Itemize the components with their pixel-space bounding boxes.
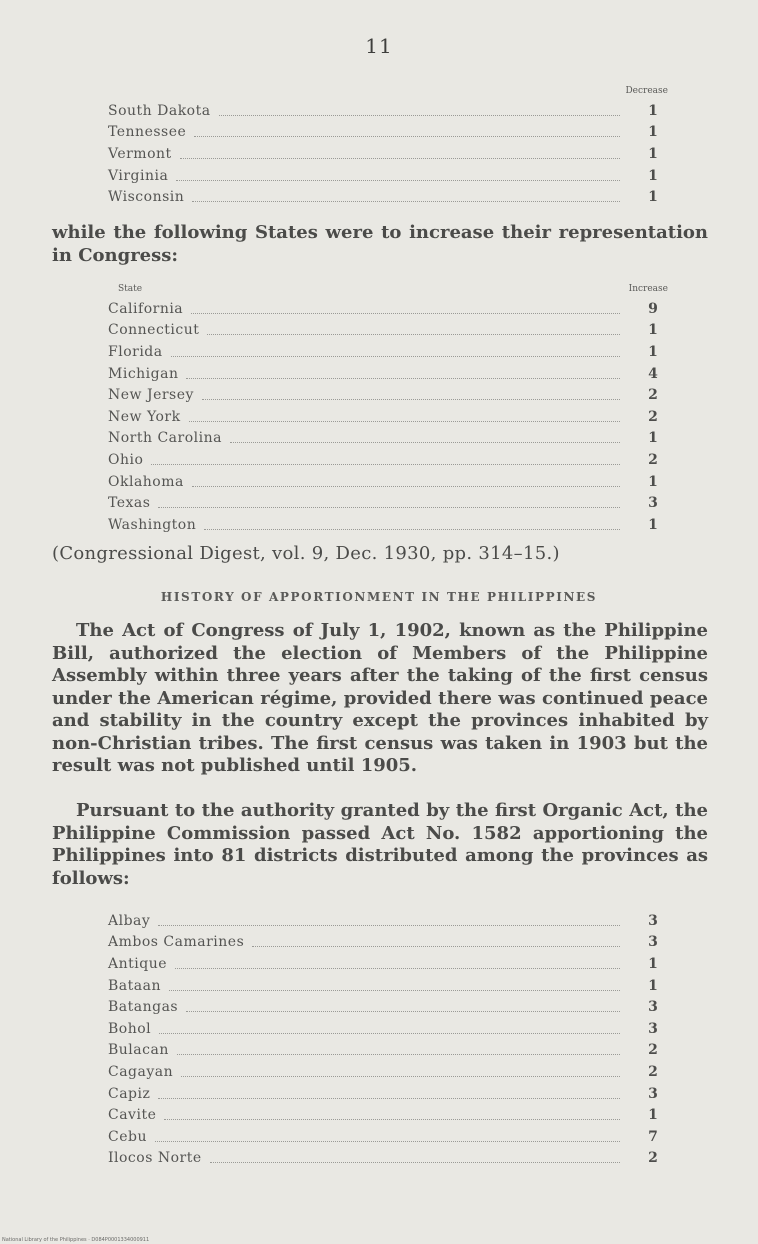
province-value: 3 [648, 1085, 658, 1102]
province-name: Cagayan [108, 1063, 174, 1080]
table-row [108, 165, 668, 187]
province-value: 7 [648, 1128, 658, 1145]
scan-footer: National Library of the Philippines · D084P0001334000911 [2, 1237, 150, 1243]
state-name: Washington [108, 516, 197, 533]
province-value: 2 [648, 1063, 658, 1080]
dot-leader [204, 528, 620, 530]
province-name: Batangas [108, 999, 179, 1016]
state-name: New Jersey [108, 387, 194, 404]
dot-leader [176, 179, 620, 181]
page-number: 11 [365, 34, 393, 58]
state-name: Wisconsin [108, 189, 185, 206]
paragraph-increase-intro: while the following States were to increase their representation in Congress: [52, 222, 708, 266]
dot-leader [191, 312, 620, 314]
dot-leader [181, 1075, 620, 1077]
dot-leader [219, 114, 620, 116]
province-value: 2 [648, 1150, 658, 1167]
state-name: Florida [108, 343, 163, 360]
dot-leader [194, 135, 620, 137]
table-row [108, 363, 668, 385]
province-name: Albay [108, 912, 151, 929]
dot-leader [158, 924, 620, 926]
province-name: Cebu [108, 1128, 147, 1145]
state-value: 4 [648, 365, 658, 382]
dot-leader [159, 1032, 620, 1034]
state-value: 1 [648, 473, 658, 490]
province-value: 3 [648, 934, 658, 951]
state-value: 2 [648, 408, 658, 425]
state-value: 2 [648, 451, 658, 468]
state-name: Michigan [108, 365, 179, 382]
table-row [108, 406, 668, 428]
increase-column-header: Increase [628, 284, 668, 294]
province-value: 3 [648, 912, 658, 929]
state-name: North Carolina [108, 430, 222, 447]
section-heading: HISTORY OF APPORTIONMENT IN THE PHILIPPINES [160, 590, 598, 604]
table-row [108, 1018, 668, 1040]
table-row [108, 341, 668, 363]
table-row [108, 1148, 668, 1170]
state-value: 2 [648, 387, 658, 404]
table-row [108, 910, 668, 932]
state-value: 9 [648, 300, 658, 317]
dot-leader [180, 157, 620, 159]
state-name: Connecticut [108, 322, 200, 339]
table-row [108, 975, 668, 997]
dot-leader [230, 441, 620, 443]
state-value: 1 [648, 124, 658, 141]
table-row [108, 1083, 668, 1105]
table-row [108, 1126, 668, 1148]
province-name: Bohol [108, 1020, 152, 1037]
province-value: 3 [648, 1020, 658, 1037]
dot-leader [207, 333, 620, 335]
state-name: Vermont [108, 145, 172, 162]
state-value: 1 [648, 167, 658, 184]
province-value: 2 [648, 1042, 658, 1059]
province-name: Bulacan [108, 1042, 169, 1059]
table-row [108, 122, 668, 144]
dot-leader [186, 377, 620, 379]
state-name: Virginia [108, 167, 169, 184]
dot-leader [210, 1161, 620, 1163]
province-name: Ilocos Norte [108, 1150, 202, 1167]
state-value: 1 [648, 102, 658, 119]
state-name: Oklahoma [108, 473, 184, 490]
state-column-header: State [118, 284, 143, 294]
province-value: 3 [648, 999, 658, 1016]
state-value: 3 [648, 495, 658, 512]
dot-leader [151, 463, 620, 465]
state-value: 1 [648, 145, 658, 162]
table-row [108, 492, 668, 514]
table-row [108, 143, 668, 165]
table-row [108, 449, 668, 471]
table-row [108, 100, 668, 122]
dot-leader [252, 945, 620, 947]
citation: (Congressional Digest, vol. 9, Dec. 1930, pp. 314–15.) [52, 543, 560, 564]
table-row [108, 1040, 668, 1062]
table-row [108, 1104, 668, 1126]
dot-leader [164, 1118, 620, 1120]
dot-leader [202, 398, 620, 400]
province-value: 1 [648, 955, 658, 972]
provinces-table [108, 910, 668, 1169]
increase-table-header [108, 284, 668, 298]
dot-leader [158, 1097, 620, 1099]
paragraph-philippine-bill: The Act of Congress of July 1, 1902, known as the Philippine Bill, authorized the election of Members of the Philippine Assembly within three years after the taking of the first census under the American régime, provided there was continued peace and stability in the country except the provinces inhabited by non-Christian tribes. The first census was taken in 1903 but the result was not published until 1905. [52, 620, 708, 776]
table-row [108, 298, 668, 320]
dot-leader [155, 1140, 620, 1142]
table-row [108, 996, 668, 1018]
dot-leader [192, 200, 620, 202]
state-name: Texas [108, 495, 151, 512]
state-name: California [108, 300, 184, 317]
dot-leader [192, 485, 620, 487]
decrease-table [108, 86, 668, 208]
province-value: 1 [648, 977, 658, 994]
table-row [108, 1061, 668, 1083]
province-name: Bataan [108, 977, 161, 994]
province-name: Antique [108, 955, 167, 972]
table-row [108, 471, 668, 493]
state-name: Tennessee [108, 124, 187, 141]
province-value: 1 [648, 1107, 658, 1124]
state-value: 1 [648, 516, 658, 533]
province-name: Ambos Camarines [108, 934, 245, 951]
table-row [108, 932, 668, 954]
table-row [108, 514, 668, 536]
table-row [108, 320, 668, 342]
decrease-column-header: Decrease [625, 86, 668, 96]
increase-table [108, 284, 668, 536]
table-row [108, 953, 668, 975]
state-value: 1 [648, 343, 658, 360]
table-row [108, 384, 668, 406]
paragraph-organic-act: Pursuant to the authority granted by the first Organic Act, the Philippine Commission passed Act No. 1582 apportioning the Philippines into 81 districts distributed among the provinces as follows: [52, 800, 708, 889]
dot-leader [186, 1010, 620, 1012]
dot-leader [189, 420, 620, 422]
dot-leader [177, 1053, 620, 1055]
decrease-table-header [108, 86, 668, 100]
state-name: New York [108, 408, 181, 425]
state-name: Ohio [108, 451, 144, 468]
state-name: South Dakota [108, 102, 211, 119]
dot-leader [169, 989, 620, 991]
dot-leader [175, 967, 620, 969]
table-row [108, 186, 668, 208]
state-value: 1 [648, 430, 658, 447]
dot-leader [158, 506, 620, 508]
dot-leader [171, 355, 620, 357]
state-value: 1 [648, 189, 658, 206]
state-value: 1 [648, 322, 658, 339]
province-name: Cavite [108, 1107, 157, 1124]
province-name: Capiz [108, 1085, 151, 1102]
table-row [108, 428, 668, 450]
